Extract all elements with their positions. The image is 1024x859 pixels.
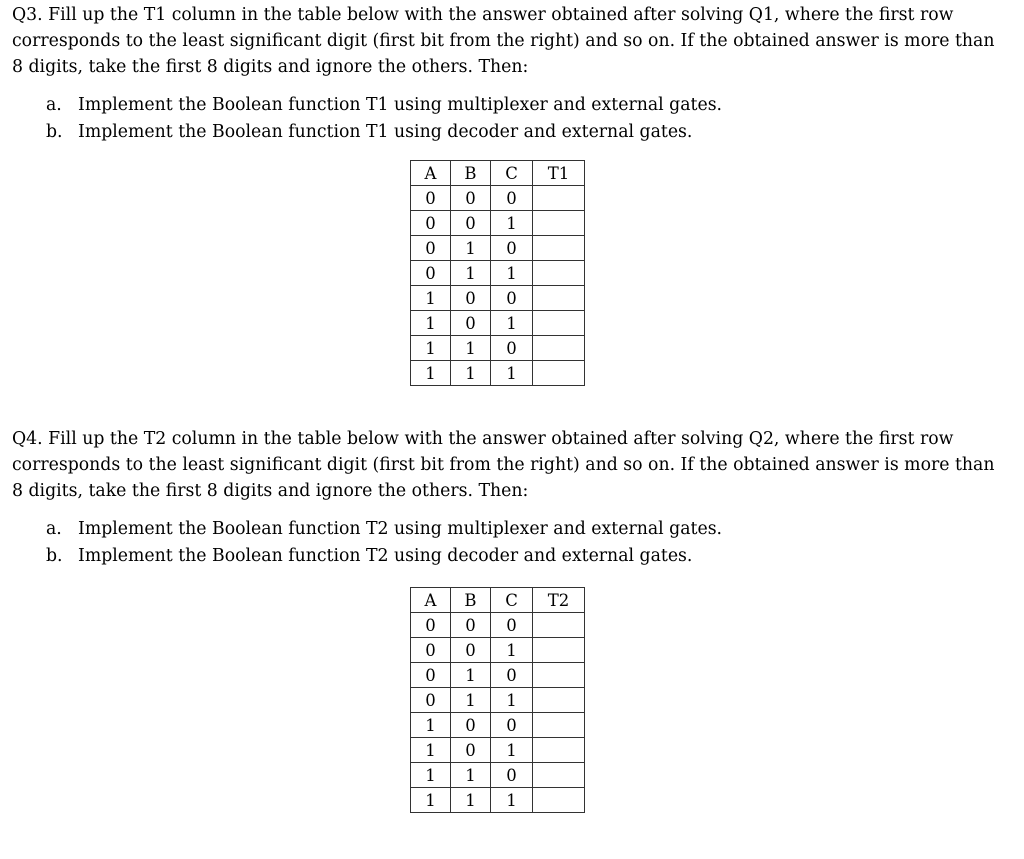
header-t2: T2 bbox=[533, 588, 585, 613]
question-3-tasks bbox=[0, 92, 1024, 145]
cell-b: 0 bbox=[451, 311, 491, 336]
cell-t2[interactable] bbox=[533, 688, 585, 713]
cell-a: 1 bbox=[411, 336, 451, 361]
table-row bbox=[411, 688, 585, 713]
truth-table-t1 bbox=[410, 160, 585, 386]
table-header-row bbox=[411, 588, 585, 613]
task-text: Implement the Boolean function T2 using multiplexer and external gates. bbox=[78, 519, 723, 539]
cell-t1[interactable] bbox=[533, 236, 585, 261]
cell-c: 0 bbox=[491, 713, 533, 738]
cell-a: 0 bbox=[411, 663, 451, 688]
cell-c: 1 bbox=[491, 738, 533, 763]
question-3-task-a bbox=[0, 92, 1024, 119]
cell-b: 1 bbox=[451, 361, 491, 386]
cell-t2[interactable] bbox=[533, 738, 585, 763]
table-row bbox=[411, 763, 585, 788]
table-row bbox=[411, 713, 585, 738]
cell-a: 0 bbox=[411, 688, 451, 713]
cell-a: 1 bbox=[411, 788, 451, 813]
cell-b: 1 bbox=[451, 236, 491, 261]
cell-t2[interactable] bbox=[533, 788, 585, 813]
header-b: B bbox=[451, 161, 491, 186]
table-row bbox=[411, 186, 585, 211]
table-row bbox=[411, 211, 585, 236]
cell-c: 1 bbox=[491, 261, 533, 286]
header-b: B bbox=[451, 588, 491, 613]
cell-c: 1 bbox=[491, 361, 533, 386]
header-a: A bbox=[411, 161, 451, 186]
task-marker: a. bbox=[46, 95, 62, 115]
cell-t1[interactable] bbox=[533, 336, 585, 361]
cell-t1[interactable] bbox=[533, 311, 585, 336]
task-marker: a. bbox=[46, 519, 62, 539]
table-header-row bbox=[411, 161, 585, 186]
cell-t1[interactable] bbox=[533, 261, 585, 286]
task-marker: b. bbox=[46, 121, 63, 142]
cell-c: 1 bbox=[491, 638, 533, 663]
task-text: Implement the Boolean function T2 using decoder and external gates. bbox=[78, 545, 693, 566]
cell-a: 1 bbox=[411, 738, 451, 763]
cell-t2[interactable] bbox=[533, 638, 585, 663]
cell-a: 0 bbox=[411, 613, 451, 638]
cell-a: 0 bbox=[411, 261, 451, 286]
cell-c: 0 bbox=[491, 286, 533, 311]
question-4-tasks bbox=[0, 516, 1024, 569]
header-c: C bbox=[491, 161, 533, 186]
cell-b: 1 bbox=[451, 663, 491, 688]
table-row bbox=[411, 286, 585, 311]
cell-c: 0 bbox=[491, 336, 533, 361]
task-marker: b. bbox=[46, 545, 63, 566]
cell-a: 1 bbox=[411, 361, 451, 386]
cell-b: 0 bbox=[451, 286, 491, 311]
cell-c: 1 bbox=[491, 211, 533, 236]
cell-c: 0 bbox=[491, 763, 533, 788]
cell-c: 1 bbox=[491, 688, 533, 713]
header-t1: T1 bbox=[533, 161, 585, 186]
cell-a: 0 bbox=[411, 211, 451, 236]
cell-b: 1 bbox=[451, 788, 491, 813]
cell-t1[interactable] bbox=[533, 186, 585, 211]
question-4-paragraph: Q4. Fill up the T2 column in the table below with the answer obtained after solving Q2, where the first row corresponds to the least significant digit (first bit from the right) and so on. If the obtained answer is more than 8 digits, take the first 8 digits and ignore the others. Then: bbox=[12, 429, 995, 501]
truth-table-t2 bbox=[410, 587, 585, 813]
question-3-paragraph: Q3. Fill up the T1 column in the table below with the answer obtained after solving Q1, where the first row corresponds to the least significant digit (first bit from the right) and so on. If the obtained answer is more than 8 digits, take the first 8 digits and ignore the others. Then: bbox=[12, 5, 995, 77]
table-row bbox=[411, 738, 585, 763]
cell-b: 1 bbox=[451, 261, 491, 286]
header-c: C bbox=[491, 588, 533, 613]
cell-a: 1 bbox=[411, 763, 451, 788]
cell-t2[interactable] bbox=[533, 713, 585, 738]
cell-t2[interactable] bbox=[533, 663, 585, 688]
cell-c: 0 bbox=[491, 613, 533, 638]
question-3-task-b bbox=[0, 119, 1024, 146]
table-row bbox=[411, 361, 585, 386]
question-4 bbox=[0, 424, 1024, 810]
cell-b: 0 bbox=[451, 638, 491, 663]
task-text: Implement the Boolean function T1 using multiplexer and external gates. bbox=[78, 95, 723, 115]
cell-c: 0 bbox=[491, 236, 533, 261]
cell-t1[interactable] bbox=[533, 211, 585, 236]
table-row bbox=[411, 788, 585, 813]
task-text: Implement the Boolean function T1 using decoder and external gates. bbox=[78, 121, 693, 142]
cell-a: 1 bbox=[411, 713, 451, 738]
cell-b: 1 bbox=[451, 763, 491, 788]
question-3 bbox=[0, 0, 1024, 383]
cell-c: 0 bbox=[491, 186, 533, 211]
cell-b: 0 bbox=[451, 713, 491, 738]
table-row bbox=[411, 311, 585, 336]
cell-b: 1 bbox=[451, 688, 491, 713]
cell-a: 0 bbox=[411, 236, 451, 261]
table-row bbox=[411, 613, 585, 638]
cell-b: 0 bbox=[451, 613, 491, 638]
cell-b: 1 bbox=[451, 336, 491, 361]
header-a: A bbox=[411, 588, 451, 613]
cell-c: 0 bbox=[491, 663, 533, 688]
question-4-task-b bbox=[0, 543, 1024, 570]
question-4-task-a bbox=[0, 516, 1024, 543]
cell-c: 1 bbox=[491, 311, 533, 336]
table-row bbox=[411, 638, 585, 663]
cell-c: 1 bbox=[491, 788, 533, 813]
cell-t1[interactable] bbox=[533, 361, 585, 386]
cell-b: 0 bbox=[451, 186, 491, 211]
table-row bbox=[411, 336, 585, 361]
table-row bbox=[411, 663, 585, 688]
cell-t1[interactable] bbox=[533, 286, 585, 311]
cell-b: 0 bbox=[451, 738, 491, 763]
table-row bbox=[411, 236, 585, 261]
table-row bbox=[411, 261, 585, 286]
cell-t2[interactable] bbox=[533, 763, 585, 788]
cell-a: 1 bbox=[411, 286, 451, 311]
cell-b: 0 bbox=[451, 211, 491, 236]
cell-a: 1 bbox=[411, 311, 451, 336]
cell-a: 0 bbox=[411, 638, 451, 663]
cell-a: 0 bbox=[411, 186, 451, 211]
cell-t2[interactable] bbox=[533, 613, 585, 638]
